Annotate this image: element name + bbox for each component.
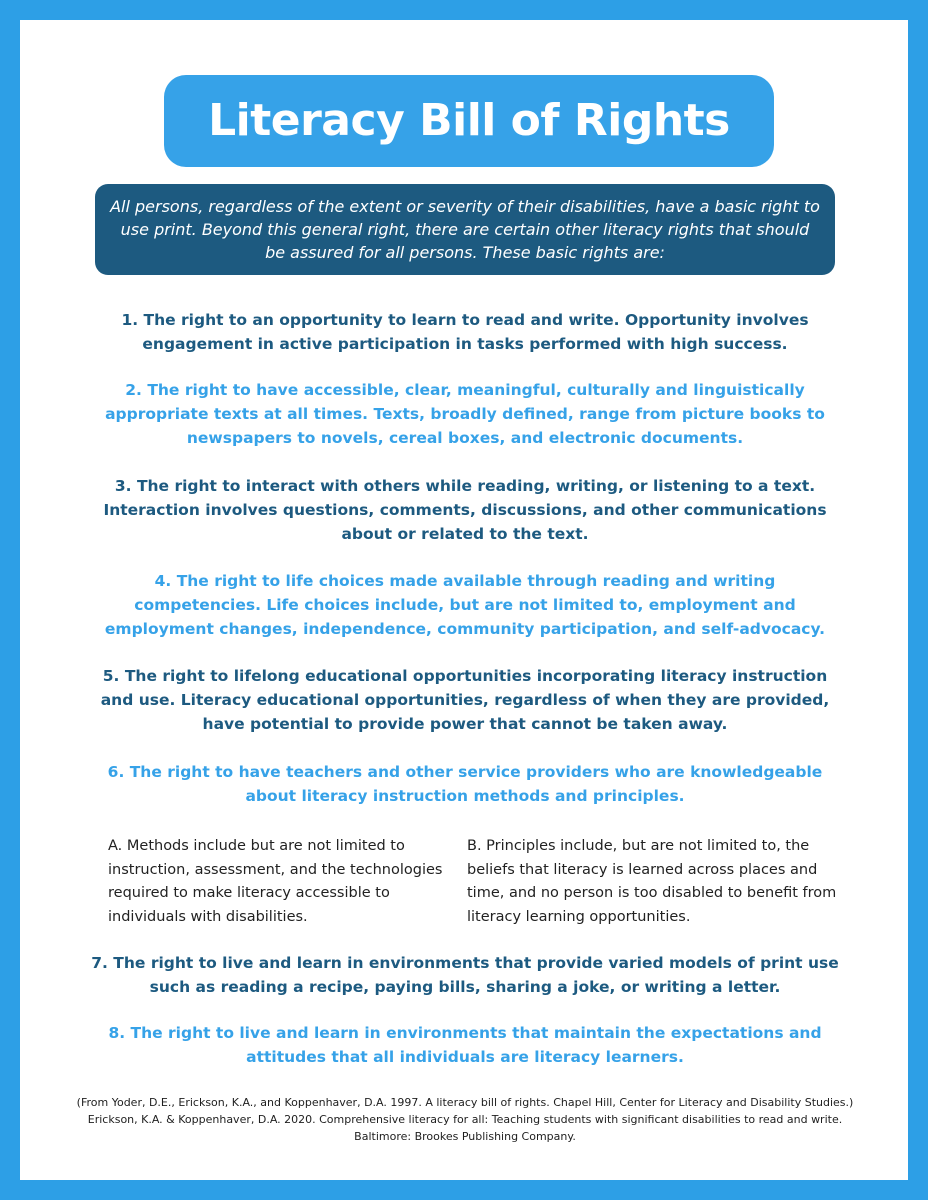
document-page — [20, 20, 908, 1180]
right-7: 7. The right to live and learn in environments that provide varied models of print use such as reading a recipe, paying bills, sharing a joke, or writing a letter. — [91, 954, 839, 996]
title-banner — [164, 75, 774, 167]
right-3: 3. The right to interact with others while reading, writing, or listening to a text. Interaction involves questions, comments, discussions, and other communications about or related to the text. — [103, 477, 827, 543]
citation-line: Baltimore: Brookes Publishing Company. — [354, 1130, 576, 1143]
right-8: 8. The right to live and learn in environments that maintain the expectations and attitudes that all individuals are literacy learners. — [108, 1024, 822, 1066]
page-title: Literacy Bill of Rights — [208, 95, 730, 146]
subpoint-methods: A. Methods include but are not limited to instruction, assessment, and the technologies required to make literacy accessible to individuals with disabilities. — [108, 838, 443, 925]
right-1: 1. The right to an opportunity to learn to read and write. Opportunity involves engagement in active participation in tasks performed with high success. — [121, 311, 809, 353]
citation-line: (From Yoder, D.E., Erickson, K.A., and Koppenhaver, D.A. 1997. A literacy bill of rights. Chapel Hill, Center for Literacy and Disability Studies.) — [76, 1096, 854, 1109]
right-6: 6. The right to have teachers and other service providers who are knowledgeable about literacy instruction methods and principles. — [107, 763, 823, 805]
right-2: 2. The right to have accessible, clear, meaningful, culturally and linguistically appropriate texts at all times. Texts, broadly defined, range from picture books to newspapers to novels, cereal boxes, and electronic documents. — [105, 381, 825, 447]
right-5: 5. The right to lifelong educational opportunities incorporating literacy instruction and use. Literacy educational opportunities, regardless of when they are provided, have potential to provide power that cannot be taken away. — [100, 667, 830, 733]
intro-banner — [95, 184, 835, 275]
intro-text: All persons, regardless of the extent or severity of their disabilities, have a basic right to use print. Beyond this general right, there are certain other literacy rights that should be assured for all persons. These basic rights are: — [110, 197, 820, 262]
citation-line: Erickson, K.A. & Koppenhaver, D.A. 2020. Comprehensive literacy for all: Teaching students with significant disabilities to read and write. — [87, 1113, 843, 1126]
subpoint-principles: B. Principles include, but are not limited to, the beliefs that literacy is learned across places and time, and no person is too disabled to benefit from literacy learning opportunities. — [467, 838, 837, 925]
right-4: 4. The right to life choices made available through reading and writing competencies. Life choices include, but are not limited to, employment and employment changes, independence, community participation, and self-advocacy. — [104, 572, 826, 638]
citation-block — [60, 1094, 870, 1145]
